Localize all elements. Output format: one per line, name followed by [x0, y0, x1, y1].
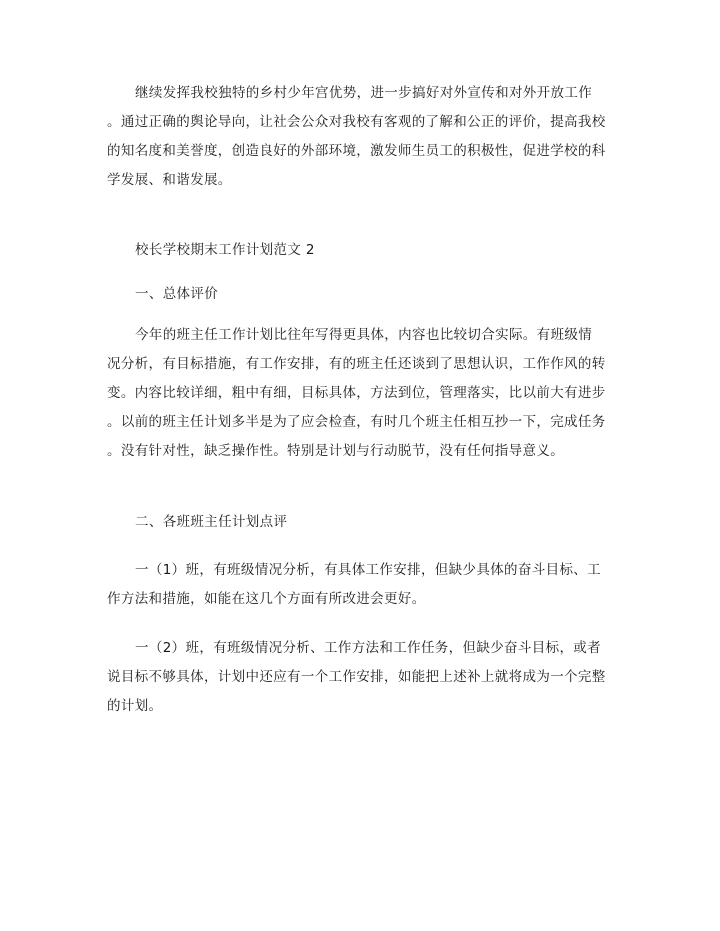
- text-line: 学发展、和谐发展。: [107, 172, 232, 188]
- text-line: 作方法和措施，如能在这几个方面有所改进会更好。: [107, 591, 426, 607]
- paragraph-class-1: [107, 556, 603, 614]
- text-line: 况分析，有目标措施，有工作安排，有的班主任还谈到了思想认识，工作作风的转: [107, 356, 606, 372]
- section-heading-class-review: 二、各班班主任计划点评: [135, 514, 288, 530]
- text-line: 。以前的班主任计划多半是为了应会检查，有时几个班主任相互抄一下，完成任务: [107, 414, 606, 430]
- text-line: 一（2）班，有班级情况分析、工作方法和工作任务，但缺少奋斗目标，或者: [135, 640, 601, 656]
- paragraph-overall-evaluation: [107, 321, 606, 466]
- text-line: 继续发挥我校独特的乡村少年宫优势，进一步搞好对外宣传和对外开放工作: [135, 85, 593, 101]
- text-line: 的知名度和美誉度，创造良好的外部环境，激发师生员工的积极性，促进学校的科: [107, 143, 606, 159]
- text-line: 一（1）班，有班级情况分析，有具体工作安排，但缺少具体的奋斗目标、工: [135, 562, 601, 578]
- text-line: 的计划。: [107, 698, 163, 714]
- text-line: 。通过正确的舆论导向，让社会公众对我校有客观的了解和公正的评价，提高我校: [107, 114, 606, 130]
- section-heading-overall-evaluation: 一、总体评价: [135, 286, 219, 302]
- paragraph-school-promotion: [107, 79, 606, 195]
- text-line: 说目标不够具体，计划中还应有一个工作安排，如能把上述补上就将成为一个完整: [107, 669, 606, 685]
- paragraph-class-2: [107, 634, 606, 721]
- text-line: 今年的班主任工作计划比往年写得更具体，内容也比较切合实际。有班级情: [135, 327, 593, 343]
- document-title: 校长学校期末工作计划范文 2: [135, 242, 315, 258]
- text-line: 变。内容比较详细，粗中有细，目标具体，方法到位，管理落实，比以前大有进步: [107, 385, 606, 401]
- text-line: 。没有针对性，缺乏操作性。特别是计划与行动脱节，没有任何指导意义。: [107, 443, 565, 459]
